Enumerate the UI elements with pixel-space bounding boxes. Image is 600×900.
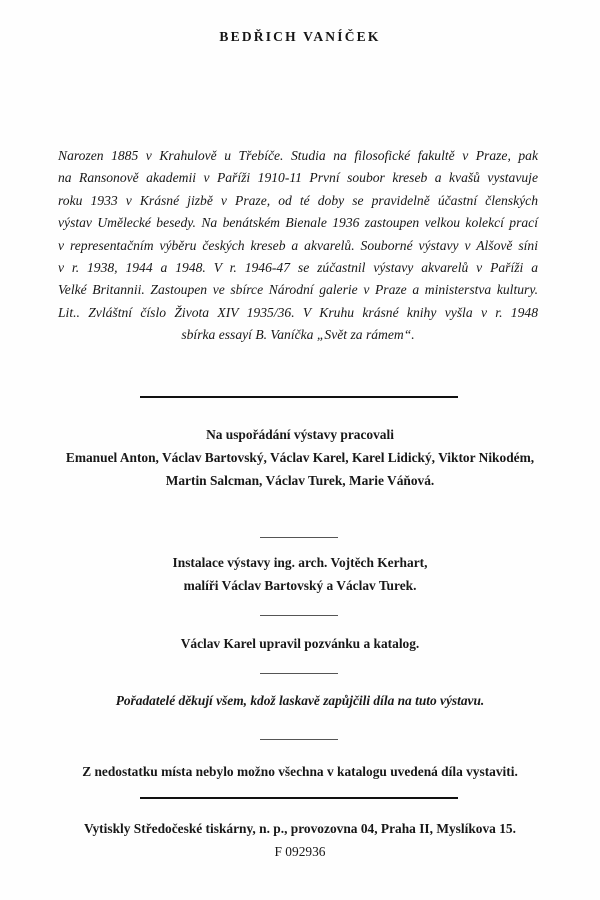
biography-line: sbírka essayí B. Vaníčka „Svět za rámem“. xyxy=(181,327,415,343)
thanks-text: Pořadatelé děkují všem, kdož laskavě zapůjčili díla na tuto výstavu. xyxy=(115,693,485,708)
organizers-names: Martin Salcman, Václav Turek, Marie Váňová. xyxy=(165,473,435,488)
thanks-note xyxy=(0,689,600,712)
biography-line: v r. 1938, 1944 a 1948. V r. 1946-47 se zúčastnil výstavy akvarelů v Paříži a xyxy=(58,260,538,276)
biography-line: v representačním výběru českých kreseb a akvarelů. Souborné výstavy v Alšově síni xyxy=(58,237,538,253)
print-code: F 092936 xyxy=(274,844,326,859)
biography-paragraph xyxy=(58,145,538,347)
section-divider xyxy=(140,797,458,799)
short-divider xyxy=(260,739,338,740)
short-divider xyxy=(260,615,338,616)
organizers-names: Emanuel Anton, Václav Bartovský, Václav Karel, Karel Lidický, Viktor Nikodém, xyxy=(65,450,535,465)
biography-line: roku 1933 v Krásné jizbě v Praze, od té doby se pravidelně účastní členských xyxy=(58,192,538,208)
short-divider xyxy=(260,673,338,674)
section-divider xyxy=(140,396,458,398)
catalog-credit xyxy=(0,632,600,655)
installation-line: Instalace výstavy ing. arch. Vojtěch Kerhart, xyxy=(172,555,428,570)
biography-line: Lit.. Zvláštní číslo Života XIV 1935/36. V Kruhu krásné knihy vyšla v r. 1948 xyxy=(58,304,538,320)
organizers-credits xyxy=(0,423,600,492)
biography-line: na Ransonově akademii v Paříži 1910-11 První soubor kreseb a kvašů vystavuje xyxy=(58,170,538,186)
space-note-text: Z nedostatku místa nebylo možno všechna v katalogu uvedená díla vystaviti. xyxy=(82,764,518,779)
organizers-heading: Na uspořádání výstavy pracovali xyxy=(206,427,394,442)
page-title: BEDŘICH VANÍČEK xyxy=(219,29,381,44)
installation-credits xyxy=(0,551,600,597)
biography-line: Velké Britannii. Zastoupen ve sbírce Národní galerie v Praze a ministerstva kultury. xyxy=(58,282,538,298)
biography-line: Narozen 1885 v Krahulově u Třebíče. Studia na filosofické fakultě v Praze, pak xyxy=(58,148,538,163)
space-note xyxy=(0,760,600,783)
printer-imprint xyxy=(0,817,600,863)
biography-line: výstav Umělecké besedy. Na benátském Bienale 1936 zastoupen velkou kolekcí prací xyxy=(58,215,538,231)
short-divider xyxy=(260,537,338,538)
printer-text: Vytiskly Středočeské tiskárny, n. p., provozovna 04, Praha II, Myslíkova 15. xyxy=(84,821,516,836)
catalog-credit-text: Václav Karel upravil pozvánku a katalog. xyxy=(180,636,420,651)
installation-line: malíři Václav Bartovský a Václav Turek. xyxy=(183,578,417,593)
